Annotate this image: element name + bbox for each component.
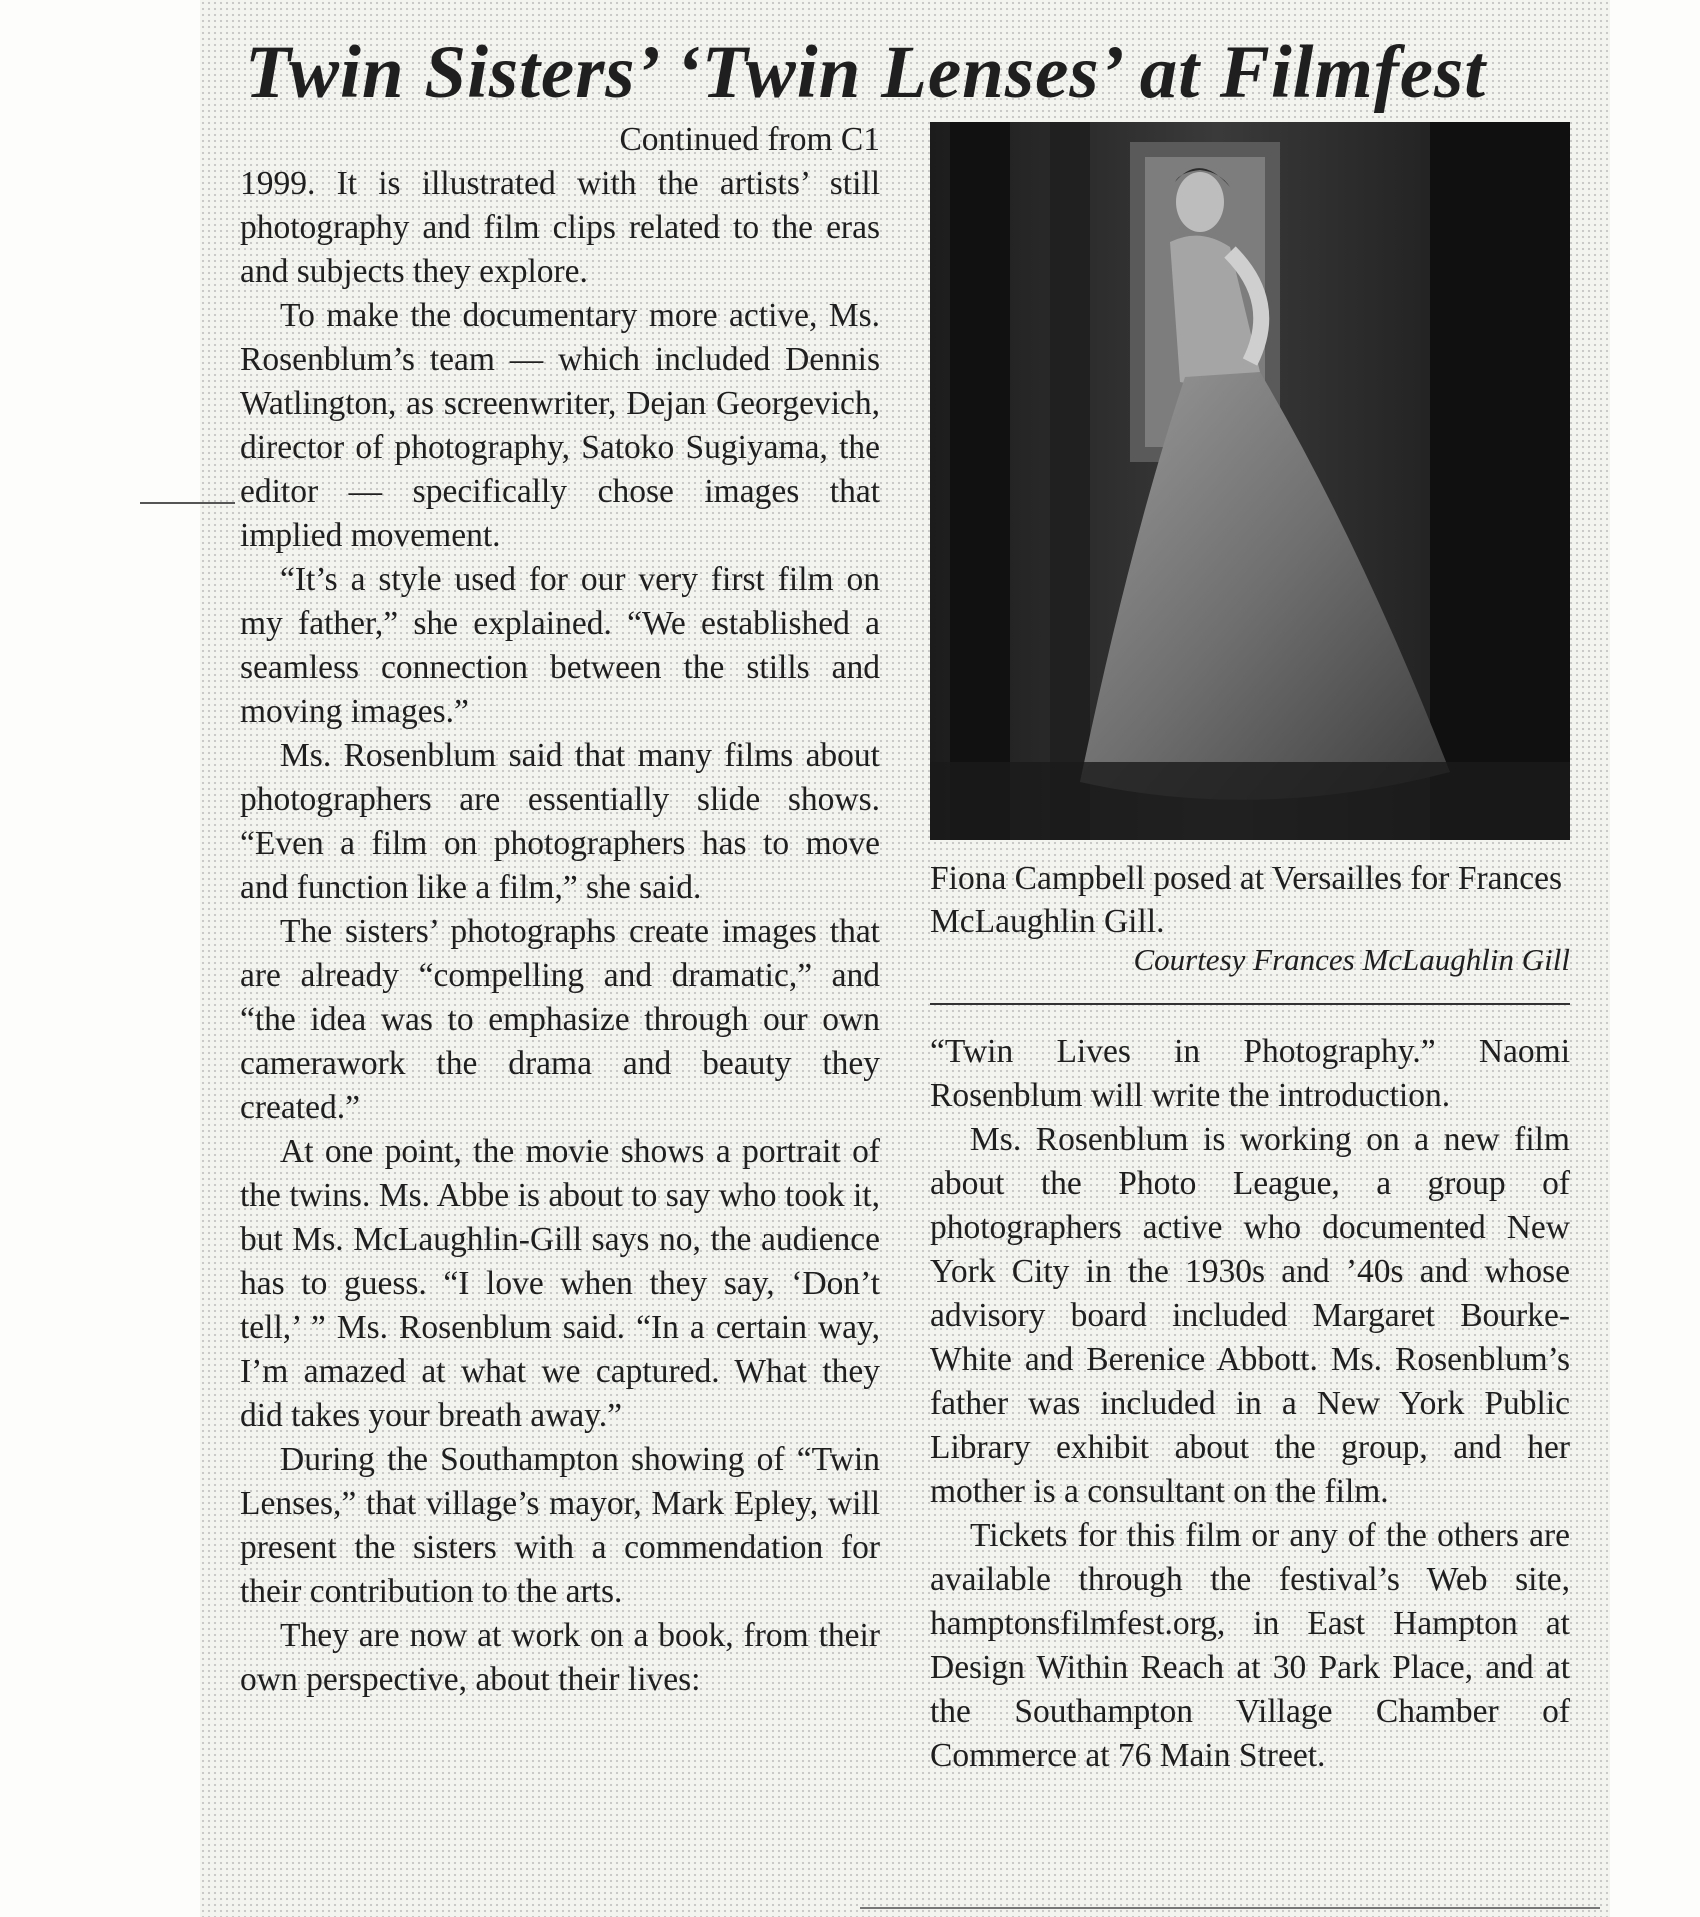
paragraph: Ms. Rosenblum is working on a new film about the Photo League, a group of photographers active who documented New York City in the 1930s and ’40s and whose advisory board included Margaret Bourke-White and Berenice Abbott. Ms. Rosenblum’s father was included in a New York Public Library exhibit about the group, and her mother is a consultant on the film. [930, 1121, 1570, 1510]
divider-rule [930, 1003, 1570, 1005]
paragraph: “Twin Lives in Photography.” Naomi Rosenblum will write the introduction. [930, 1033, 1570, 1114]
paragraph: During the Southampton showing of “Twin Lenses,” that village’s mayor, Mark Epley, will present the sisters with a commendation for their contribution to the arts. [240, 1441, 880, 1610]
paragraph: To make the documentary more active, Ms. Rosenblum’s team — which included Dennis Watlington, as screenwriter, Dejan Georgevich, director of photography, Satoko Sugiyama, the editor — specifically chose images that implied movement. [240, 297, 880, 554]
bottom-rule [860, 1907, 1600, 1909]
left-column [240, 118, 880, 1702]
paragraph: At one point, the movie shows a portrait of the twins. Ms. Abbe is about to say who took it, but Ms. McLaughlin-Gill says no, the audience has to guess. “I love when they say, ‘Don’t tell,’ ” Ms. Rosenblum said. “In a certain way, I’m amazed at what we captured. What they did takes your breath away.” [240, 1133, 880, 1434]
headline: Twin Sisters’ ‘Twin Lenses’ at Filmfest [245, 31, 1487, 114]
photo-illustration [930, 122, 1570, 840]
article-photo [930, 122, 1570, 840]
paragraph: The sisters’ photographs create images that are already “compelling and dramatic,” and “the idea was to emphasize through our own camerawork the drama and beauty they created.” [240, 913, 880, 1126]
paragraph: Tickets for this film or any of the others are available through the festival’s Web site, hamptonsfilmfest.org, in East Hampton at Design Within Reach at 30 Park Place, and at the Southampton Village Chamber of Commerce at 76 Main Street. [930, 1517, 1570, 1774]
photo-credit: Courtesy Frances McLaughlin Gill [1133, 942, 1570, 977]
photo-caption: Fiona Campbell posed at Versailles for Frances McLaughlin Gill. [930, 860, 1563, 940]
right-column [930, 1030, 1570, 1778]
fold-mark [140, 502, 235, 504]
paragraph: They are now at work on a book, from their own perspective, about their lives: [240, 1617, 880, 1698]
continued-line: Continued from C1 [619, 121, 880, 158]
paragraph: “It’s a style used for our very first film on my father,” she explained. “We established a seamless connection between the stills and moving images.” [240, 561, 880, 730]
paragraph: 1999. It is illustrated with the artists’ still photography and film clips related to the eras and subjects they explore. [240, 165, 880, 290]
paragraph: Ms. Rosenblum said that many films about photographers are essentially slide shows. “Even a film on photographers has to move and function like a film,” she said. [240, 737, 880, 906]
